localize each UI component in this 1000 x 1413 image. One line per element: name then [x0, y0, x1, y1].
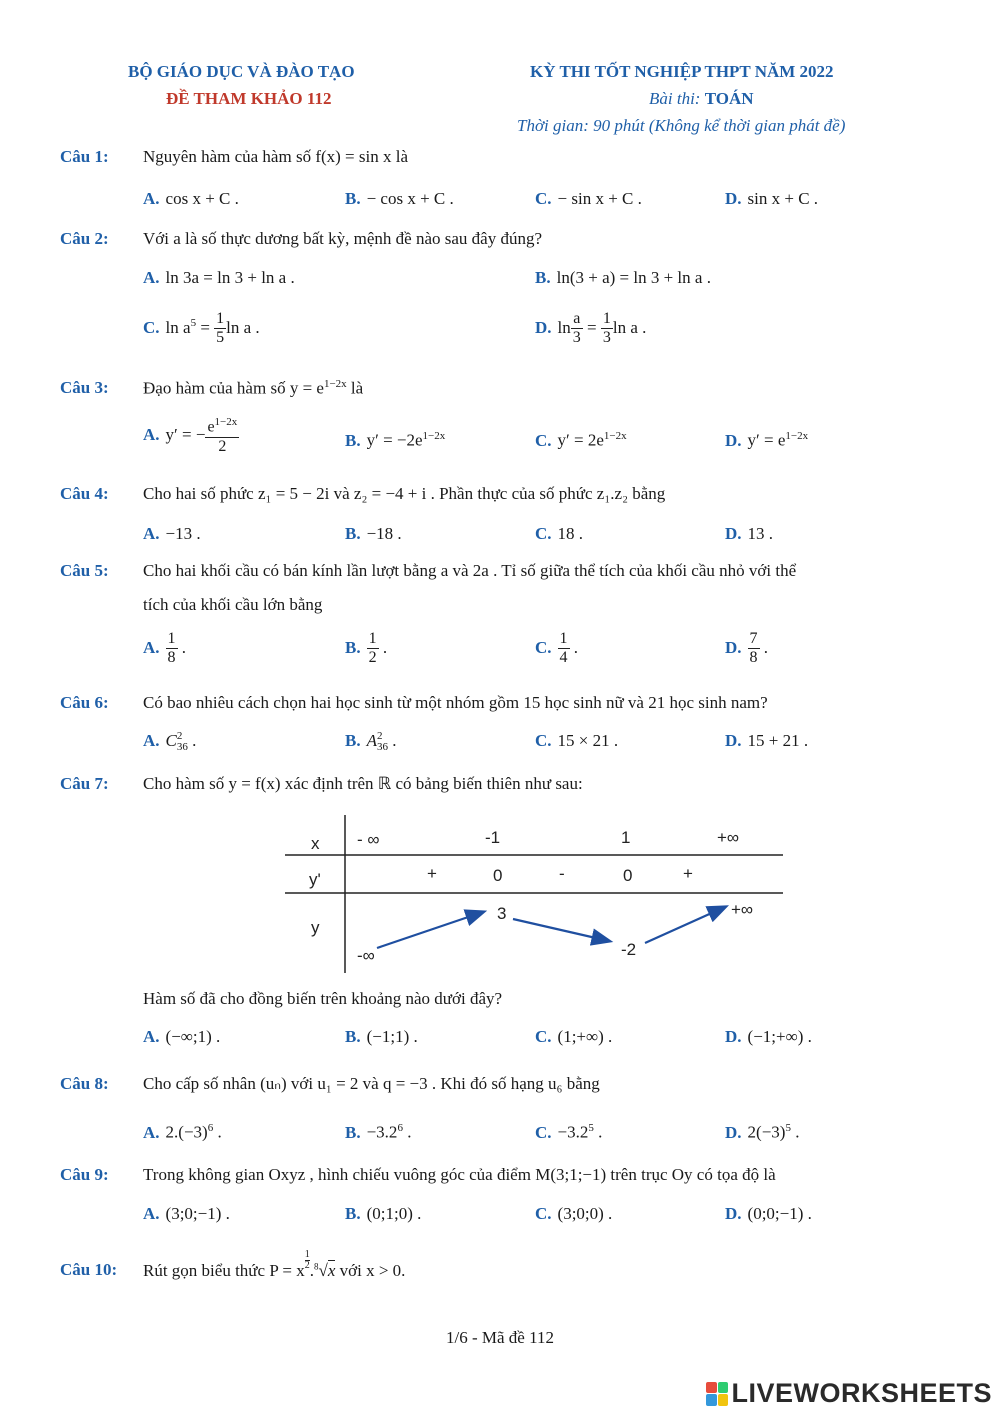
subject-prefix: Bài thi: — [649, 89, 705, 108]
option-text: ln(3 + a) = ln 3 + ln a . — [556, 268, 711, 287]
fraction: $\frac{1}{4}$ — [559, 630, 568, 667]
option-b[interactable]: B. A 2 36 . — [345, 730, 397, 754]
question-text: Cho cấp số nhân (uₙ) với u₁ = 2 và q = −3 . Khi đó số hạng u₆ bằng — [143, 1074, 600, 1093]
option-b[interactable]: B. $\frac{1}{2}$ . — [345, 630, 388, 667]
row-label-y: y — [311, 918, 320, 937]
option-b[interactable]: B. (−1;1) . — [345, 1027, 418, 1046]
ministry-title: BỘ GIÁO DỤC VÀ ĐÀO TẠO — [128, 62, 355, 81]
variation-table — [285, 815, 785, 975]
option-text: (−∞;1) . — [165, 1027, 221, 1046]
equals: = — [196, 317, 215, 337]
option-math: 2(−3) — [747, 1122, 786, 1142]
exponent: 1−2x — [422, 430, 446, 442]
yprime-zero: 0 — [623, 866, 633, 885]
logo-text: LIVEWORKSHEETS — [731, 1378, 992, 1408]
option-b[interactable]: B. ln(3 + a) = ln 3 + ln a . — [535, 268, 711, 287]
option-text: sin x + C . — [747, 189, 819, 208]
yprime-sign: + — [683, 864, 693, 883]
exam-code-title: ĐỀ THAM KHẢO 112 — [166, 89, 332, 108]
y-value: -2 — [621, 940, 637, 959]
option-text: 18 . — [557, 524, 584, 543]
y-value: -∞ — [357, 946, 375, 965]
option-math: ln a . — [612, 317, 647, 337]
increase-arrow — [645, 907, 725, 943]
exponent: 5 — [785, 1122, 791, 1134]
question-text: Đạo hàm của hàm số $y = e^{1-2x}$ là — [143, 378, 364, 398]
option-d[interactable]: D. sin x + C . — [725, 189, 819, 208]
option-text: (1;+∞) . — [557, 1027, 613, 1046]
option-math: ln a — [165, 317, 191, 337]
fraction: $\frac{a}{3}$ — [572, 310, 581, 347]
option-text: (0;1;0) . — [366, 1204, 422, 1223]
question-text: Nguyên hàm của hàm số f(x) = sin x là — [143, 147, 408, 166]
option-text: −18 . — [366, 524, 402, 543]
option-c[interactable]: C. $y' = 2e^{1-2x}$ — [535, 430, 627, 450]
yprime-sign: + — [427, 864, 437, 883]
option-c[interactable]: C. 18 . — [535, 524, 584, 543]
x-value: 1 — [621, 828, 631, 847]
option-math: ln a . — [226, 317, 260, 337]
exponent: 5 — [190, 317, 197, 330]
option-text: 15 + 21 . — [747, 731, 809, 750]
fraction: $\frac{1}{2}$ — [368, 630, 377, 667]
question-text: Có bao nhiêu cách chọn hai học sinh từ một nhóm gồm 15 học sinh nữ và 21 học sinh nam? — [143, 693, 768, 712]
option-text: (0;0;−1) . — [747, 1204, 812, 1223]
option-d[interactable]: D. $y' = e^{1-2x}$ — [725, 430, 809, 450]
exponent: 5 — [588, 1122, 594, 1134]
option-text: 13 . — [747, 524, 774, 543]
question-label: Câu 7: — [60, 774, 109, 793]
decrease-arrow — [513, 919, 609, 941]
x-value: -1 — [485, 828, 501, 847]
question-label: Câu 5: — [60, 561, 109, 580]
option-text: ln 3a = ln 3 + ln a . — [165, 268, 295, 287]
option-text: − sin x + C . — [557, 189, 642, 208]
option-math: y′ = e — [747, 430, 786, 450]
option-c[interactable]: C. $\frac{1}{4}$ . — [535, 630, 579, 667]
option-d[interactable]: D. (0;0;−1) . — [725, 1204, 812, 1223]
option-text: − cos x + C . — [366, 189, 454, 208]
option-a[interactable]: A. (3;0;−1) . — [143, 1204, 230, 1223]
x-value: +∞ — [717, 828, 740, 847]
fraction: $\frac{7}{8}$ — [749, 630, 758, 667]
exponent: 1−2x — [603, 430, 627, 442]
subject-name: TOÁN — [704, 89, 754, 108]
x-value: - ∞ — [357, 830, 380, 849]
time-limit: Thời gian: 90 phút (Không kể thời gian phát đề) — [517, 116, 846, 135]
option-a[interactable]: A. $2.(-3)^6$ . — [143, 1122, 222, 1142]
row-label-x: x — [311, 834, 320, 853]
option-d[interactable]: D. $\frac{7}{8}$ . — [725, 630, 769, 667]
option-b[interactable]: B. −18 . — [345, 524, 402, 543]
option-math: −3.2 — [366, 1122, 398, 1142]
exponent: 6 — [397, 1122, 403, 1134]
liveworksheets-logo — [706, 1378, 992, 1409]
option-text: (3;0;0) . — [557, 1204, 613, 1223]
question-text: Cho hàm số y = f(x) xác định trên ℝ có bảng biến thiên như sau: — [143, 774, 583, 793]
option-b[interactable]: B. $y' = -2e^{1-2x}$ — [345, 430, 446, 450]
equals: = — [582, 317, 601, 337]
question-subtext: Hàm số đã cho đồng biến trên khoảng nào dưới đây? — [143, 989, 503, 1008]
option-c[interactable]: C. $\ln a^5$ = $\frac{1}{5}$ ln a . — [143, 310, 260, 347]
option-d[interactable]: D. 15 + 21 . — [725, 731, 809, 750]
logo-icon — [706, 1382, 728, 1406]
option-math: y′ = −2e — [366, 430, 423, 450]
exam-name: KỲ THI TỐT NGHIỆP THPT NĂM 2022 — [530, 62, 834, 81]
option-a[interactable]: A. (−∞;1) . — [143, 1027, 221, 1046]
page-footer: 1/6 - Mã đề 112 — [446, 1328, 554, 1347]
y-value: 3 — [497, 904, 507, 923]
question-label: Câu 4: — [60, 484, 109, 503]
row-label-yprime: y' — [309, 870, 321, 889]
option-math: 2.(−3) — [165, 1122, 208, 1142]
question-text: Rút gọn biểu thức P = x $\frac{1}{2}$ .$^8$√x với x > 0. — [143, 1249, 406, 1280]
option-a[interactable]: A. −13 . — [143, 524, 201, 543]
option-math: ln — [557, 317, 571, 337]
option-math: y′ = − — [165, 424, 206, 444]
question-label: Câu 9: — [60, 1165, 109, 1184]
option-a[interactable]: A. y′ = − $\frac{e^{1-2x}}{2}$ — [143, 416, 238, 455]
question-label: Câu 10: — [60, 1260, 118, 1279]
question-text: Với a là số thực dương bất kỳ, mệnh đề nào sau đây đúng? — [143, 229, 542, 248]
question-label: Câu 8: — [60, 1074, 109, 1093]
exponent: 6 — [207, 1122, 214, 1134]
question-label: Câu 2: — [60, 229, 109, 248]
option-d[interactable]: D. ln $\frac{a}{3}$ = $\frac{1}{3}$ ln a . — [535, 310, 647, 347]
fraction: $\frac{e^{1-2x}}{2}$ — [207, 416, 238, 455]
option-text: cos x + C . — [165, 189, 239, 208]
option-math: −3.2 — [557, 1122, 589, 1142]
yprime-sign: - — [559, 864, 565, 883]
yprime-zero: 0 — [493, 866, 503, 885]
question-label: Câu 1: — [60, 147, 109, 166]
subject-line — [649, 89, 754, 109]
question-text-cont: tích của khối cầu lớn bằng — [143, 595, 323, 614]
fraction: $\frac{1}{3}$ — [602, 310, 611, 347]
exponent: 1−2x — [785, 430, 809, 442]
question-text: Cho hai khối cầu có bán kính lần lượt bằng a và 2a . Tỉ số giữa thể tích của khối cầu nhỏ với thể — [143, 561, 797, 580]
option-text: (−1;+∞) . — [747, 1027, 812, 1046]
option-c[interactable]: C. (1;+∞) . — [535, 1027, 613, 1046]
option-c[interactable]: C. (3;0;0) . — [535, 1204, 613, 1223]
fraction: $\frac{1}{8}$ — [167, 630, 176, 667]
option-d[interactable]: D. $2(-3)^5$ . — [725, 1122, 800, 1142]
question-label: Câu 3: — [60, 378, 109, 397]
y-value: +∞ — [731, 900, 754, 919]
option-text: 15 × 21 . — [557, 731, 619, 750]
option-d[interactable]: D. (−1;+∞) . — [725, 1027, 812, 1046]
option-c[interactable]: C. 15 × 21 . — [535, 731, 619, 750]
option-text: −13 . — [165, 524, 201, 543]
option-b[interactable]: B. − cos x + C . — [345, 189, 454, 208]
option-math: y′ = 2e — [557, 430, 604, 450]
increase-arrow — [377, 912, 483, 948]
fraction: $\frac{1}{5}$ — [216, 310, 225, 347]
option-b[interactable]: B. $-3.2^6$ . — [345, 1122, 412, 1142]
option-c[interactable]: C. $-3.2^5$ . — [535, 1122, 603, 1142]
option-b[interactable]: B. (0;1;0) . — [345, 1204, 422, 1223]
option-text: (3;0;−1) . — [165, 1204, 230, 1223]
option-text: (−1;1) . — [366, 1027, 418, 1046]
option-a[interactable]: A. ln 3a = ln 3 + ln a . — [143, 268, 295, 287]
question-label: Câu 6: — [60, 693, 109, 712]
option-a[interactable]: A. $\frac{1}{8}$ . — [143, 630, 187, 667]
question-text: Cho hai số phức z₁ = 5 − 2i và z₂ = −4 + i . Phần thực của số phức z₁.z₂ bằng — [143, 484, 666, 503]
option-a[interactable]: A. cos x + C . — [143, 189, 239, 208]
question-text: Trong không gian Oxyz , hình chiếu vuông góc của điểm M(3;1;−1) trên trục Oy có tọa độ là — [143, 1165, 776, 1184]
option-c[interactable]: C. − sin x + C . — [535, 189, 642, 208]
option-d[interactable]: D. 13 . — [725, 524, 774, 543]
option-a[interactable]: A. C 2 36 . — [143, 730, 197, 754]
